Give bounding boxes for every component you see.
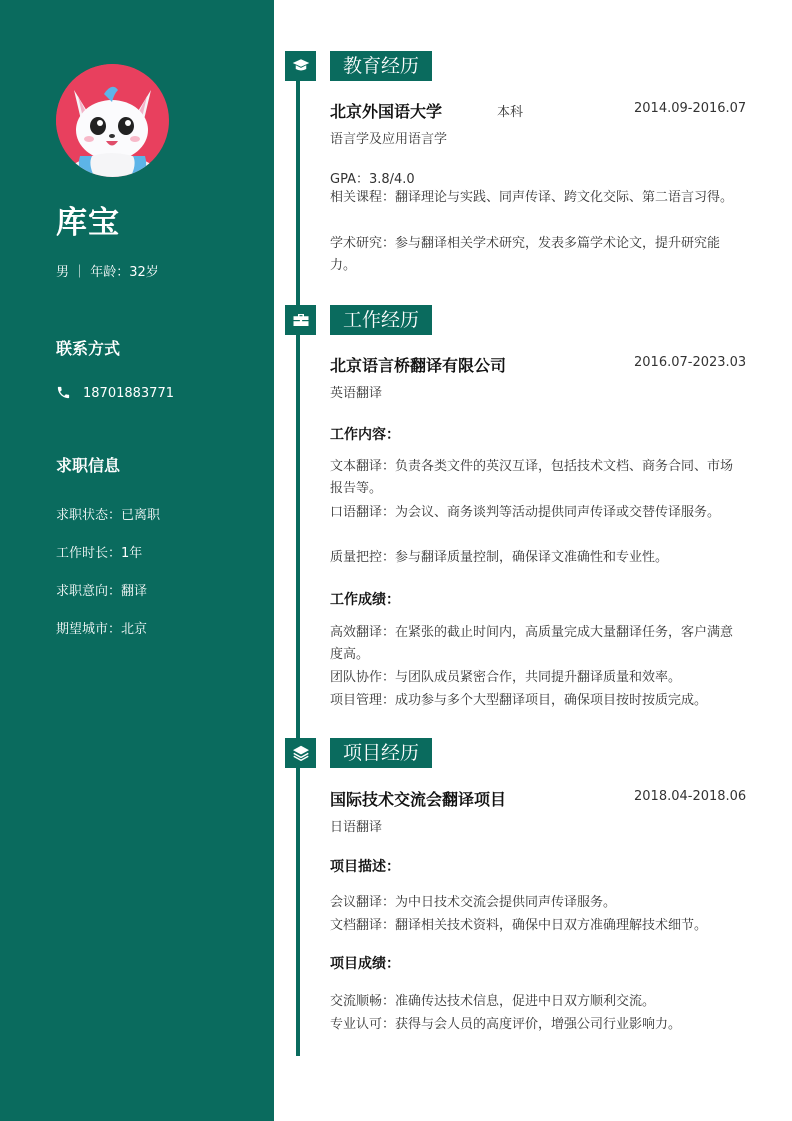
work-content-item: 口语翻译：为会议、商务谈判等活动提供同声传译或交替传译服务。 [330, 505, 721, 520]
gpa: GPA：3.8/4.0 [330, 172, 415, 187]
company-name: 北京语言桥翻译有限公司 [330, 356, 507, 375]
layers-icon [292, 745, 310, 761]
project-role: 日语翻译 [330, 820, 383, 835]
education-section-title: 教育经历 [330, 51, 432, 81]
project-desc-item: 文档翻译：翻译相关技术资料，确保中日双方准确理解技术细节。 [330, 918, 708, 933]
project-date: 2018.04-2018.06 [634, 789, 747, 804]
project-desc-heading: 项目描述： [330, 859, 400, 875]
work-section-title: 工作经历 [330, 305, 432, 335]
work-duration: 工作时长：1年 [56, 546, 143, 561]
briefcase-icon [292, 312, 310, 328]
work-content-item: 文本翻译：负责各类文件的英汉互译，包括技术文档、商务合同、市场报告等。 [330, 459, 734, 496]
position: 英语翻译 [330, 386, 383, 401]
school-name: 北京外国语大学 [330, 102, 443, 121]
work-achievement-item: 项目管理：成功参与多个大型翻译项目，确保项目按时按质完成。 [330, 693, 708, 708]
project-name: 国际技术交流会翻译项目 [330, 790, 507, 809]
work-achievement-heading: 工作成绩： [330, 592, 400, 608]
candidate-name: 库宝 [56, 205, 120, 241]
project-desc-item: 会议翻译：为中日技术交流会提供同声传译服务。 [330, 895, 617, 910]
project-result-item: 专业认可：获得与会人员的高度评价，增强公司行业影响力。 [330, 1017, 682, 1032]
education-date: 2014.09-2016.07 [634, 101, 747, 116]
academic-research: 学术研究：参与翻译相关学术研究，发表多篇学术论文，提升研究能力。 [330, 236, 721, 273]
graduation-cap-icon [292, 58, 310, 74]
project-icon-box [285, 738, 316, 768]
job-target: 求职意向：翻译 [56, 584, 148, 599]
job-status: 求职状态：已离职 [56, 508, 161, 523]
education-icon-box [285, 51, 316, 81]
sidebar [0, 0, 274, 1121]
work-achievement-item: 高效翻译：在紧张的截止时间内，高质量完成大量翻译任务，客户满意度高。 [330, 625, 734, 662]
avatar [56, 64, 169, 177]
timeline-bar [296, 70, 300, 1056]
related-courses: 相关课程：翻译理论与实践、同声传译、跨文化交际、第二语言习得。 [330, 190, 734, 205]
degree: 本科 [497, 105, 524, 120]
project-section-title: 项目经历 [330, 738, 432, 768]
work-icon-box [285, 305, 316, 335]
phone-number[interactable]: 18701883771 [83, 386, 174, 401]
job-intent-heading: 求职信息 [56, 456, 121, 475]
major: 语言学及应用语言学 [330, 132, 448, 147]
contact-heading: 联系方式 [56, 339, 121, 358]
project-result-heading: 项目成绩： [330, 956, 400, 972]
phone-icon [56, 385, 71, 400]
expected-city: 期望城市：北京 [56, 622, 148, 637]
work-content-item: 质量把控：参与翻译质量控制，确保译文准确性和专业性。 [330, 550, 669, 565]
work-achievement-item: 团队协作：与团队成员紧密合作，共同提升翻译质量和效率。 [330, 670, 682, 685]
basic-info: 男 ｜ 年龄：32岁 [56, 265, 159, 280]
cat-mascot-avatar-icon [56, 64, 169, 177]
project-result-item: 交流顺畅：准确传达技术信息，促进中日双方顺利交流。 [330, 994, 656, 1009]
work-date: 2016.07-2023.03 [634, 355, 747, 370]
work-content-heading: 工作内容： [330, 427, 400, 443]
